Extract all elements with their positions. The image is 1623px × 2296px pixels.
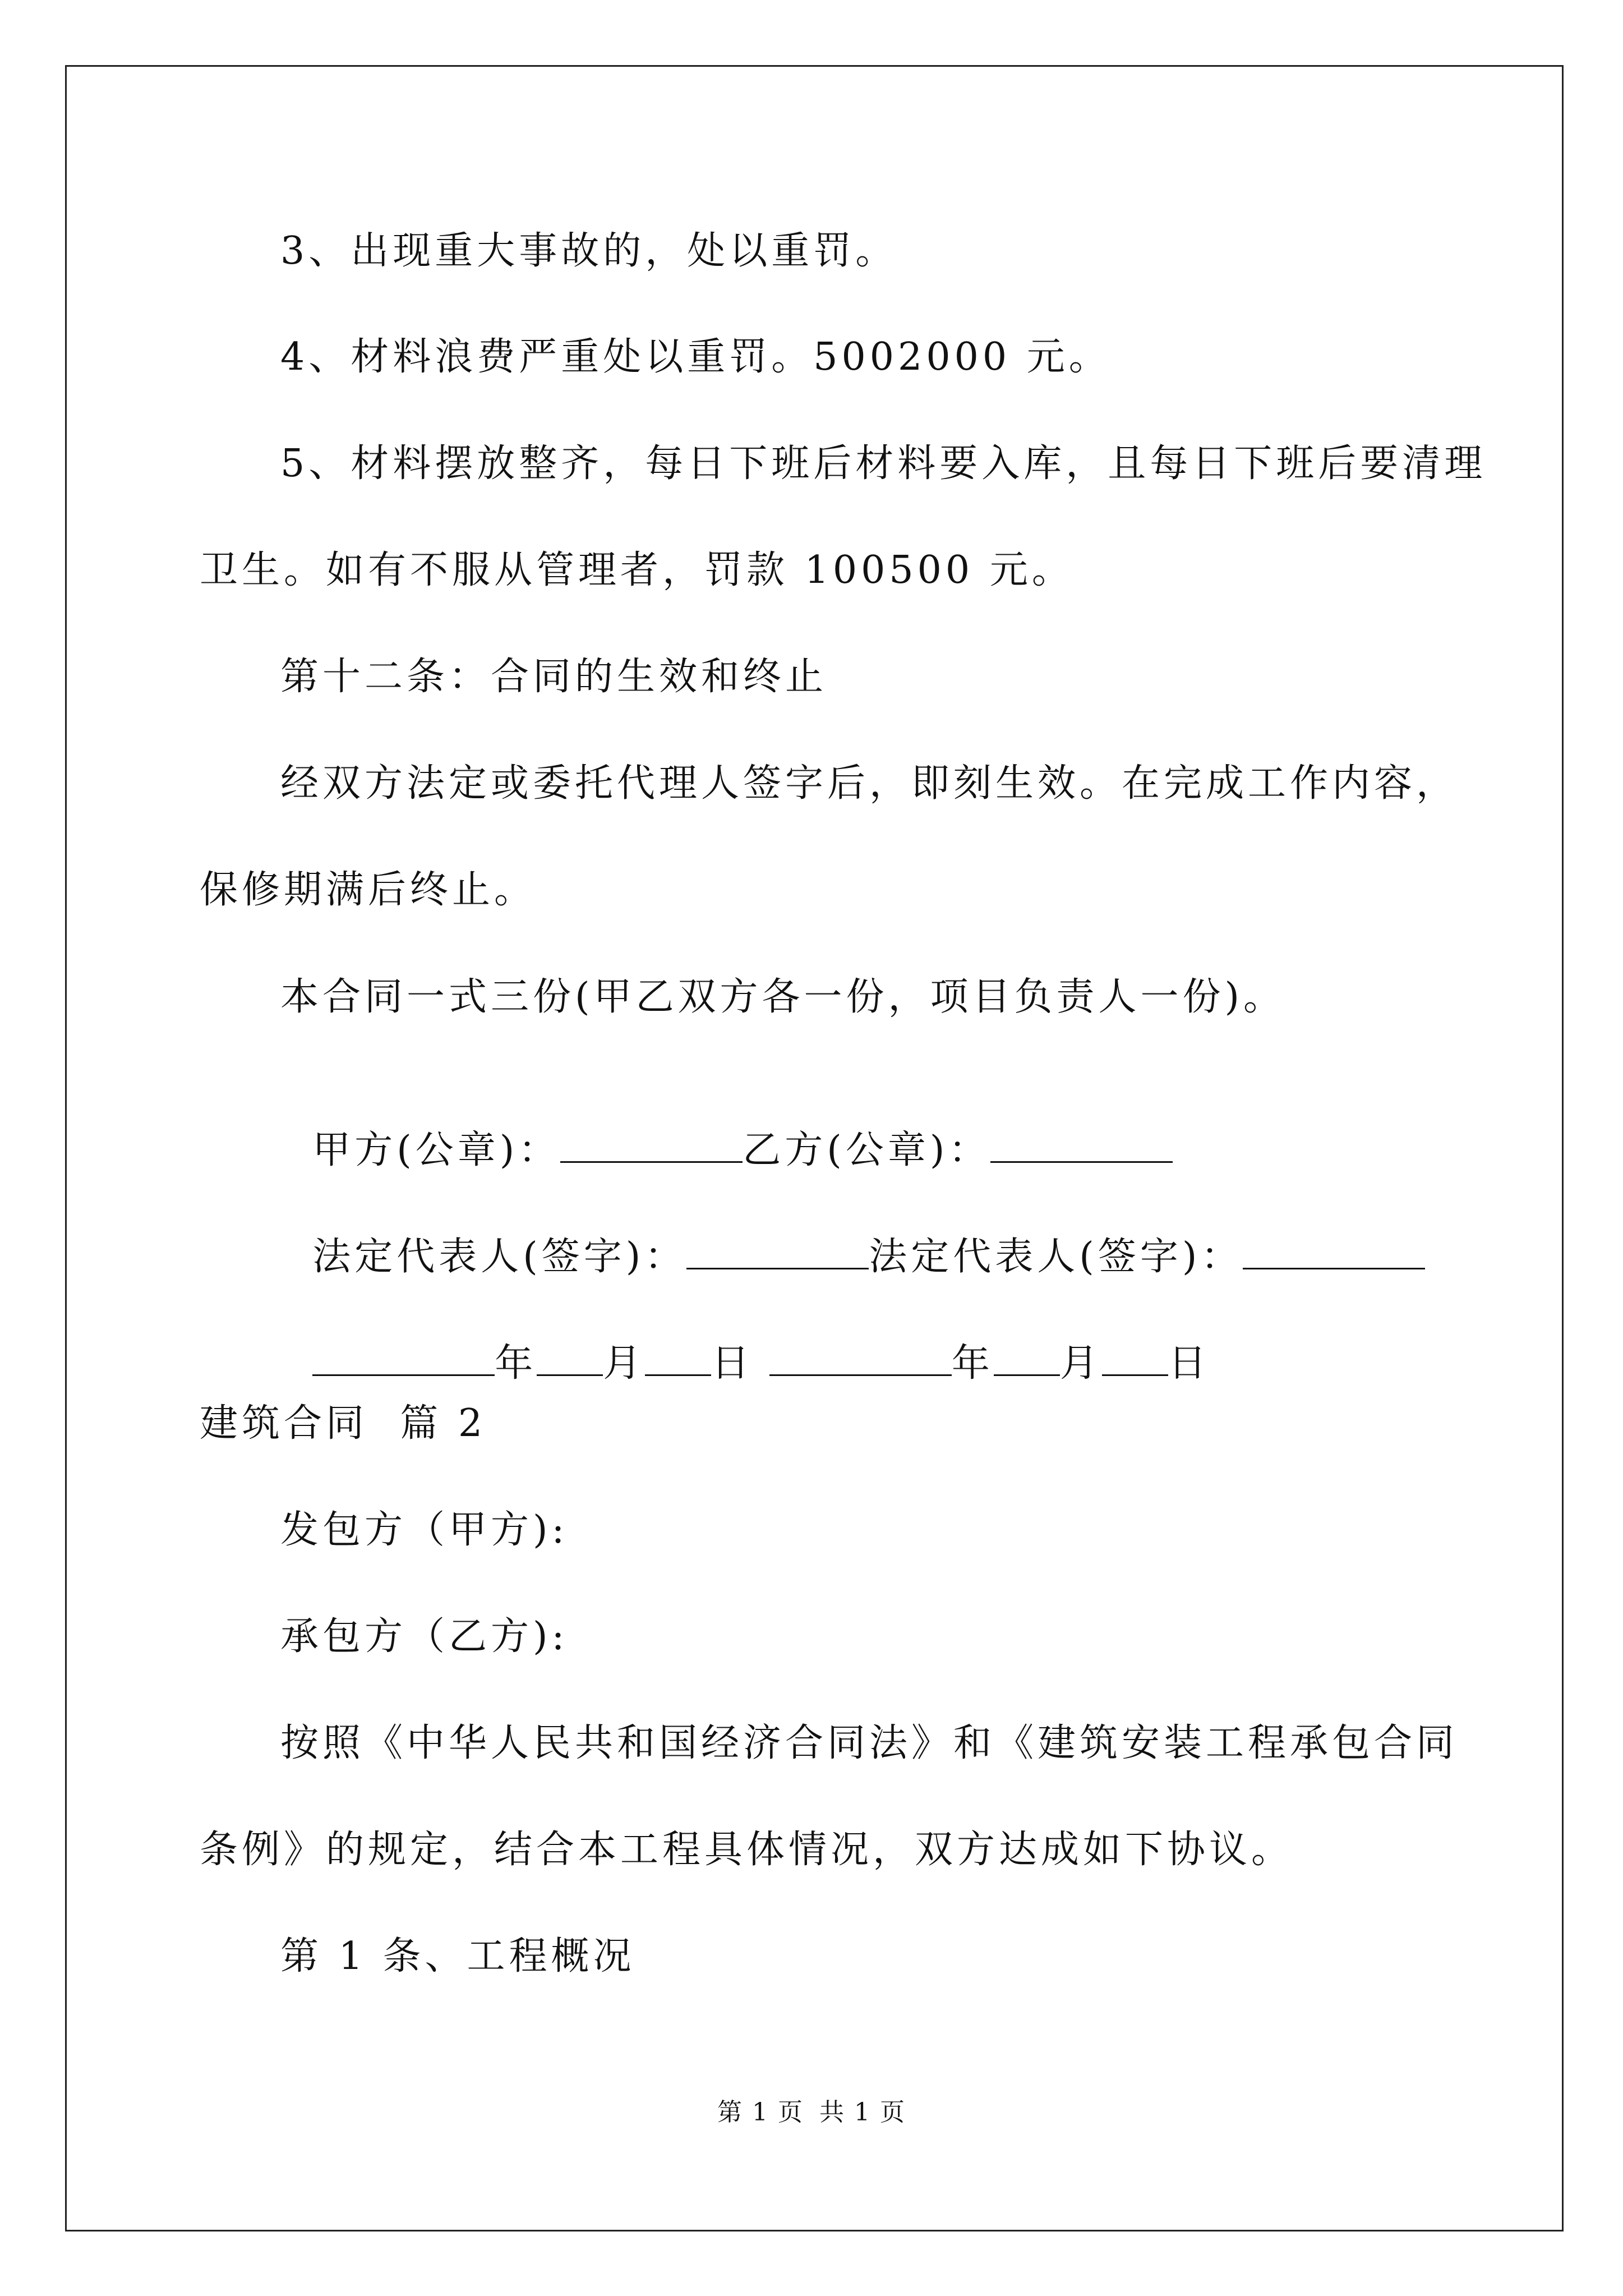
article-1-heading: 第 1 条、工程概况 <box>280 1934 635 1978</box>
party-a-seal-blank[interactable] <box>560 1126 743 1163</box>
clause-4: 4、材料浪费严重处以重罚。5002000 元。 <box>280 335 1111 379</box>
party-b-rep-label: 法定代表人(签字)： <box>869 1235 1243 1279</box>
date-line <box>280 1295 1210 1386</box>
section-2-title: 建筑合同 篇 2 <box>200 1401 487 1446</box>
clause-5-line-2: 卫生。如有不服从管理者，罚款 100500 元。 <box>200 548 1074 592</box>
party-b-day-blank[interactable] <box>1102 1340 1168 1376</box>
intro-line-1: 按照《中华人民共和国经济合同法》和《建筑安装工程承包合同 <box>280 1721 1459 1765</box>
party-a-rep-label: 法定代表人(签字)： <box>312 1235 687 1279</box>
page-total: 共 1 页 <box>819 2098 906 2127</box>
page-number: 第 1 页 <box>717 2098 804 2127</box>
clause-3: 3、出现重大事故的，处以重罚。 <box>280 229 898 273</box>
party-b-month-blank[interactable] <box>994 1340 1060 1376</box>
year-label: 年 <box>951 1341 994 1386</box>
seal-line <box>280 1082 1173 1173</box>
party-a-year-blank[interactable] <box>312 1340 495 1376</box>
client-party-label: 发包方（甲方): <box>280 1508 569 1552</box>
contractor-party-label: 承包方（乙方): <box>280 1614 569 1659</box>
year-label: 年 <box>495 1341 537 1386</box>
party-a-month-blank[interactable] <box>537 1340 603 1376</box>
party-b-seal-blank[interactable] <box>990 1126 1173 1163</box>
article-12-heading: 第十二条：合同的生效和终止 <box>280 655 828 699</box>
day-label: 日 <box>1168 1341 1210 1386</box>
article-12-body-line-2: 保修期满后终止。 <box>200 868 537 912</box>
party-a-rep-blank[interactable] <box>686 1233 869 1269</box>
representative-line <box>280 1188 1425 1280</box>
intro-line-2: 条例》的规定，结合本工程具体情况，双方达成如下协议。 <box>200 1828 1294 1872</box>
party-b-seal-label: 乙方(公章)： <box>743 1128 991 1172</box>
day-label: 日 <box>711 1341 754 1386</box>
party-a-day-blank[interactable] <box>645 1340 711 1376</box>
month-label: 月 <box>603 1341 645 1386</box>
party-b-rep-blank[interactable] <box>1243 1233 1425 1269</box>
clause-5-line-1: 5、材料摆放整齐，每日下班后材料要入库，且每日下班后要清理 <box>280 441 1487 486</box>
month-label: 月 <box>1059 1341 1102 1386</box>
copies-clause: 本合同一式三份(甲乙双方各一份，项目负责人一份)。 <box>280 975 1286 1019</box>
party-a-seal-label: 甲方(公章)： <box>312 1128 561 1172</box>
article-12-body-line-1: 经双方法定或委托代理人签字后，即刻生效。在完成工作内容， <box>280 761 1459 806</box>
party-b-year-blank[interactable] <box>769 1340 952 1376</box>
page-footer <box>0 2097 1623 2128</box>
